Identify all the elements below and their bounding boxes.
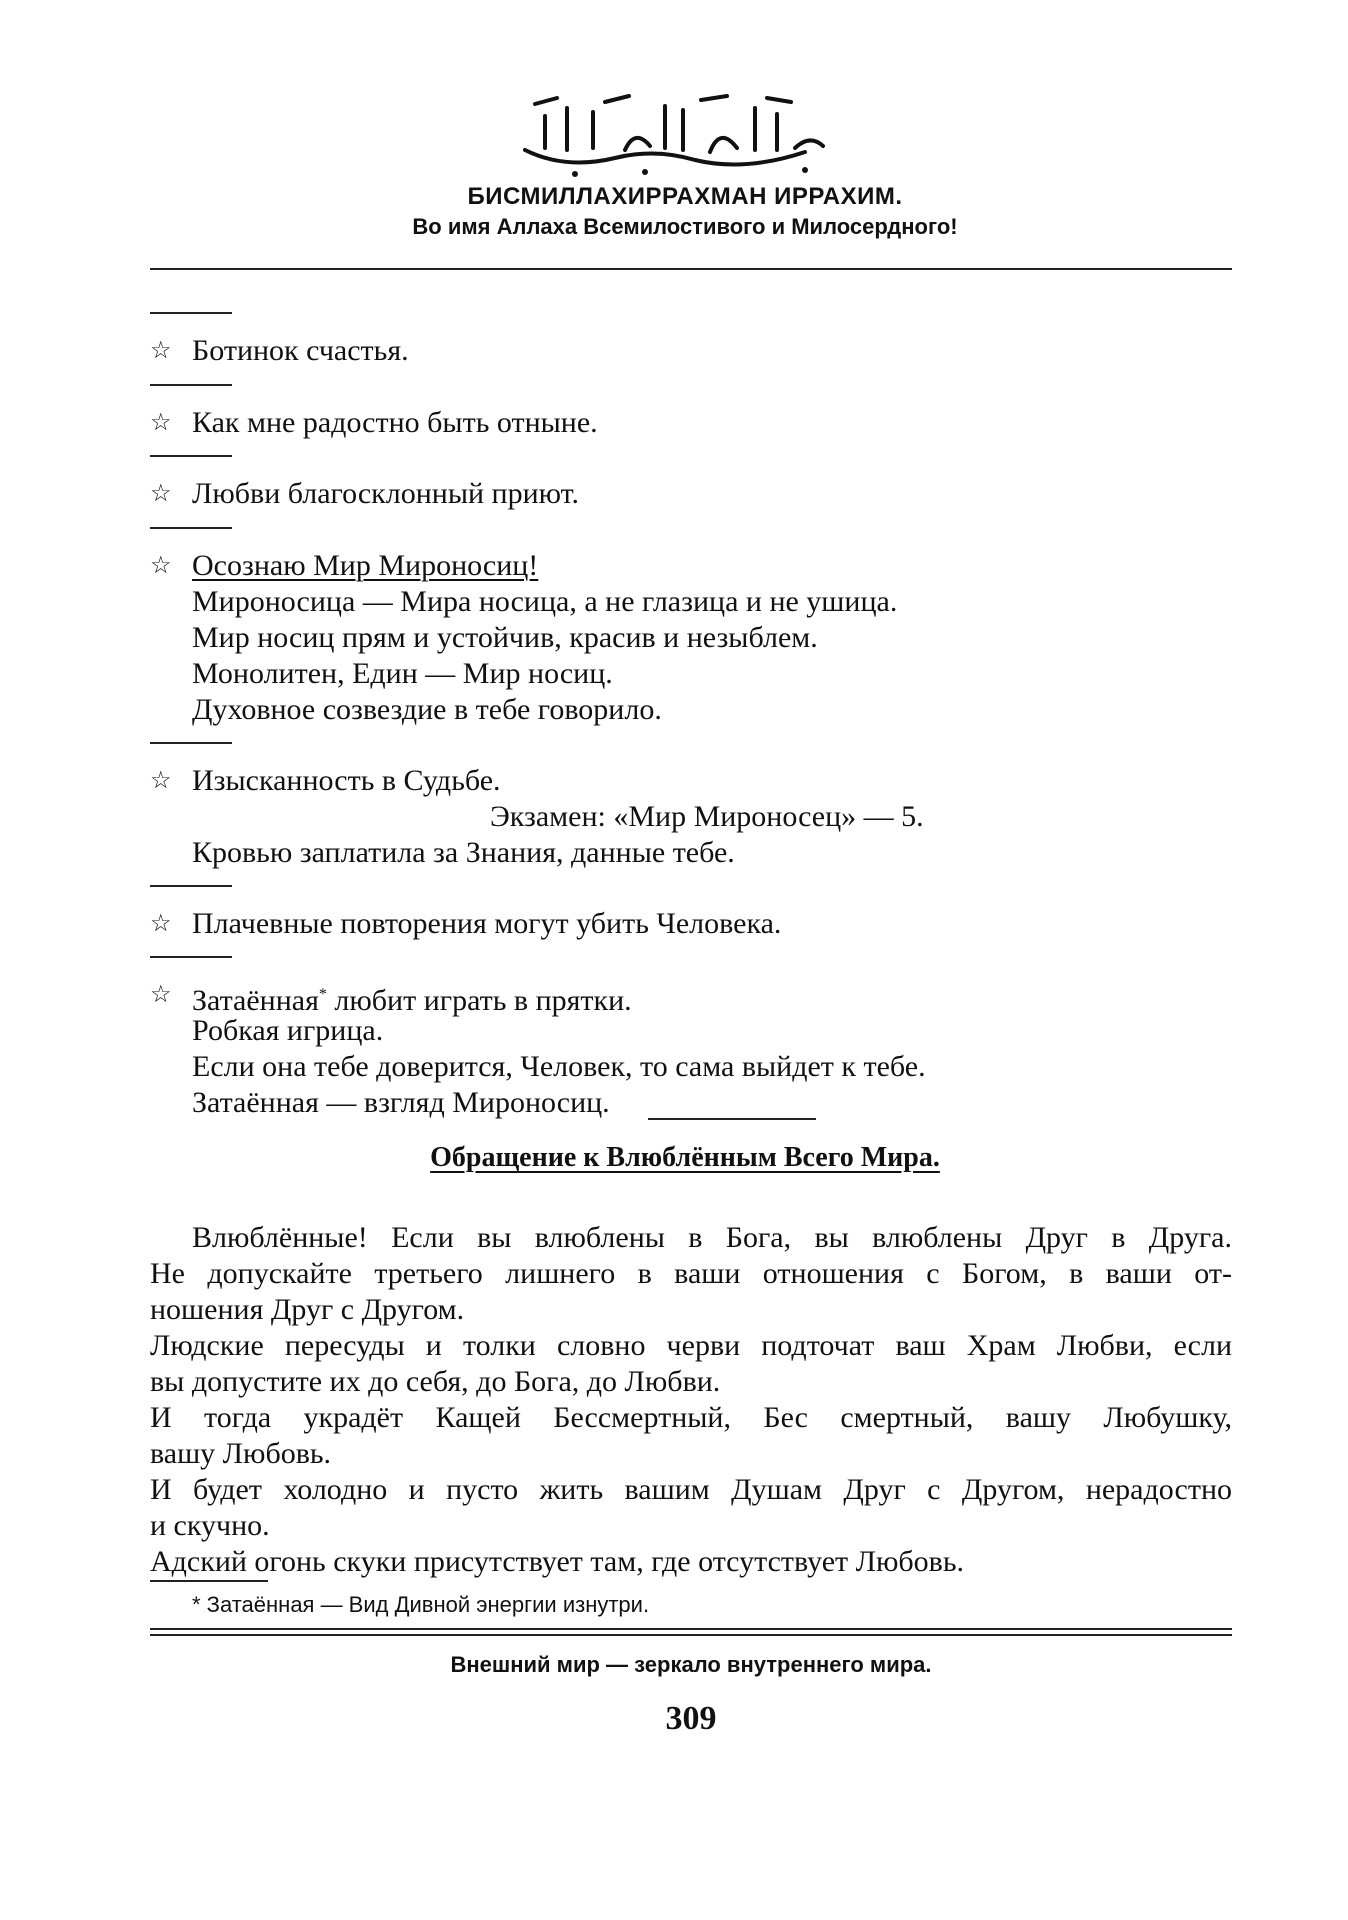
- star-icon: ☆: [150, 338, 172, 364]
- star-icon: ☆: [150, 982, 172, 1008]
- para-5-line-1: Адский огонь скуки присутствует там, где отсутствует Любовь.: [150, 1545, 965, 1578]
- verse-4-line-3: Мир носиц прям и устойчив, красив и незыблем.: [192, 621, 818, 654]
- star-icon: ☆: [150, 481, 172, 507]
- verse-6-line-1: Плачевные повторения могут убить Человека.: [192, 907, 782, 940]
- para-2-line-2: вы допустите их до себя, до Бога, до Любви.: [150, 1365, 721, 1398]
- verse-end-rule: [648, 1118, 816, 1120]
- para-5-underline: [150, 1580, 268, 1582]
- verse-2-line-1: Как мне радостно быть отныне.: [192, 406, 598, 439]
- verse-3-line-1: Любви благосклонный приют.: [192, 477, 580, 510]
- verse-separator: [150, 455, 232, 457]
- star-icon: ☆: [150, 553, 172, 579]
- footnote: * Затаённая — Вид Дивной энергии изнутри.: [192, 1592, 650, 1617]
- verse-4-line-5: Духовное созвездие в тебе говорило.: [192, 693, 662, 726]
- verse-7-line-4: Затаённая — взгляд Мироносиц.: [192, 1086, 610, 1119]
- verse-4-line-2: Мироносица — Мира носица, а не глазица и не ушица.: [192, 585, 898, 618]
- para-1-line-2: Не допускайте третьего лишнего в ваши отношения с Богом, в ваши от-: [150, 1257, 1232, 1290]
- header-rule: [150, 268, 1232, 270]
- section-title-text: Обращение к Влюблённым Всего Мира.: [430, 1142, 940, 1173]
- para-2-line-1: Людские пересуды и толки словно черви подточат ваш Храм Любви, если: [150, 1329, 1232, 1362]
- para-1-line-3: ношения Друг с Другом.: [150, 1293, 465, 1326]
- verse-1-line-1: Ботинок счастья.: [192, 334, 409, 367]
- section-title: [150, 1142, 1220, 1174]
- verse-7-line-2: Робкая игрица.: [192, 1014, 384, 1047]
- para-4-line-1: И будет холодно и пусто жить вашим Душам Друг с Другом, нерадостно: [150, 1473, 1232, 1506]
- footer-rule-2: [150, 1634, 1232, 1636]
- star-icon: ☆: [150, 768, 172, 794]
- verse-7-line-3: Если она тебе доверится, Человек, то сама выйдет к тебе.: [192, 1050, 926, 1083]
- bismillah-calligraphy-icon: [505, 88, 845, 178]
- verse-separator: [150, 384, 232, 386]
- star-icon: ☆: [150, 410, 172, 436]
- verse-5-line-3: Кровью заплатила за Знания, данные тебе.: [192, 836, 735, 869]
- verse-separator: [150, 527, 232, 529]
- header-subtitle: Во имя Аллаха Всемилостивого и Милосердного!: [412, 214, 958, 239]
- page-number: 309: [665, 1700, 717, 1737]
- para-1-line-1: Влюблённые! Если вы влюблены в Бога, вы влюблены Друг в Друга.: [192, 1221, 1232, 1254]
- verse-7-word: Затаённая: [192, 984, 319, 1017]
- verse-7-line-1-rest: любит играть в прятки.: [326, 984, 632, 1017]
- footnote-marker: *: [318, 986, 327, 1003]
- para-3-line-2: вашу Любовь.: [150, 1437, 332, 1470]
- verse-separator: [150, 956, 232, 958]
- para-4-line-2: и скучно.: [150, 1509, 270, 1542]
- verse-separator: [150, 885, 232, 887]
- verse-separator: [150, 312, 232, 314]
- verse-5-line-2: Экзамен: «Мир Мироносец» — 5.: [490, 800, 924, 833]
- verse-4-line-4: Монолитен, Един — Мир носиц.: [192, 657, 613, 690]
- footer-motto: Внешний мир — зеркало внутреннего мира.: [450, 1652, 932, 1677]
- star-icon: ☆: [150, 911, 172, 937]
- header-title: БИСМИЛЛАХИРРАХМАН ИРРАХИМ.: [467, 183, 903, 210]
- verse-4-line-1: Осознаю Мир Мироносиц!: [192, 549, 539, 582]
- para-3-line-1: И тогда украдёт Кащей Бессмертный, Бес смертный, вашу Любушку,: [150, 1401, 1232, 1434]
- verse-separator: [150, 742, 232, 744]
- footer-rule-1: [150, 1628, 1232, 1630]
- verse-5-line-1: Изысканность в Судьбе.: [192, 764, 501, 797]
